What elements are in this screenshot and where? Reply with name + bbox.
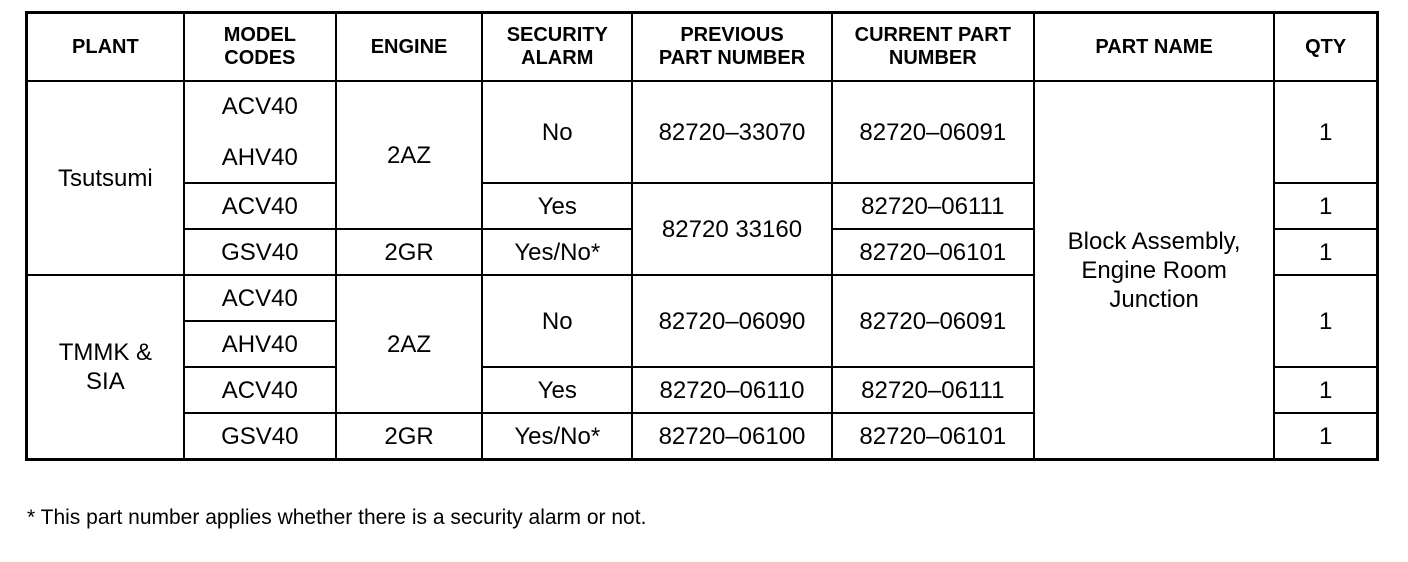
engine-cell: 2AZ [336,275,482,413]
plant-cell: Tsutsumi [27,81,184,275]
previous-part-number-cell: 82720–06090 [632,275,831,367]
header-security-alarm: SECURITY ALARM [482,13,632,82]
current-part-number-cell: 82720–06111 [832,367,1034,413]
part-name-cell: Block Assembly, Engine Room Junction [1034,81,1274,460]
security-alarm-cell: No [482,81,632,183]
table-row [27,81,1378,183]
model-codes-cell [184,81,336,183]
model-code: AHV40 [221,144,298,171]
qty-cell: 1 [1274,229,1377,275]
security-alarm-cell: No [482,275,632,367]
previous-part-number-cell: 82720–33070 [632,81,831,183]
current-part-number-cell: 82720–06091 [832,81,1034,183]
header-previous-part-number: PREVIOUS PART NUMBER [632,13,831,82]
engine-cell: 2GR [336,413,482,460]
previous-part-number-cell: 82720–06100 [632,413,831,460]
engine-cell: 2GR [336,229,482,275]
parts-table [25,11,1379,461]
security-alarm-cell: Yes/No* [482,413,632,460]
model-codes-cell: GSV40 [184,229,336,275]
header-engine: ENGINE [336,13,482,82]
previous-part-number-cell: 82720–06110 [632,367,831,413]
header-plant: PLANT [27,13,184,82]
header-qty: QTY [1274,13,1377,82]
model-codes-cell: ACV40 [184,367,336,413]
qty-cell: 1 [1274,275,1377,367]
previous-part-number-cell: 82720 33160 [632,183,831,275]
header-part-name: PART NAME [1034,13,1274,82]
security-alarm-cell: Yes/No* [482,229,632,275]
header-current-part-number: CURRENT PART NUMBER [832,13,1034,82]
model-codes-cell: ACV40 [184,275,336,321]
current-part-number-cell: 82720–06091 [832,275,1034,367]
model-codes-cell: AHV40 [184,321,336,367]
engine-cell: 2AZ [336,81,482,229]
model-codes-cell: ACV40 [184,183,336,229]
footnote: * This part number applies whether there is a security alarm or not. [27,506,647,529]
plant-cell: TMMK & SIA [27,275,184,460]
qty-cell: 1 [1274,81,1377,183]
security-alarm-cell: Yes [482,183,632,229]
security-alarm-cell: Yes [482,367,632,413]
header-model-codes: MODEL CODES [184,13,336,82]
model-code: ACV40 [221,93,298,120]
qty-cell: 1 [1274,367,1377,413]
model-codes-cell: GSV40 [184,413,336,460]
current-part-number-cell: 82720–06111 [832,183,1034,229]
current-part-number-cell: 82720–06101 [832,229,1034,275]
current-part-number-cell: 82720–06101 [832,413,1034,460]
qty-cell: 1 [1274,183,1377,229]
header-row [27,13,1378,82]
qty-cell: 1 [1274,413,1377,460]
